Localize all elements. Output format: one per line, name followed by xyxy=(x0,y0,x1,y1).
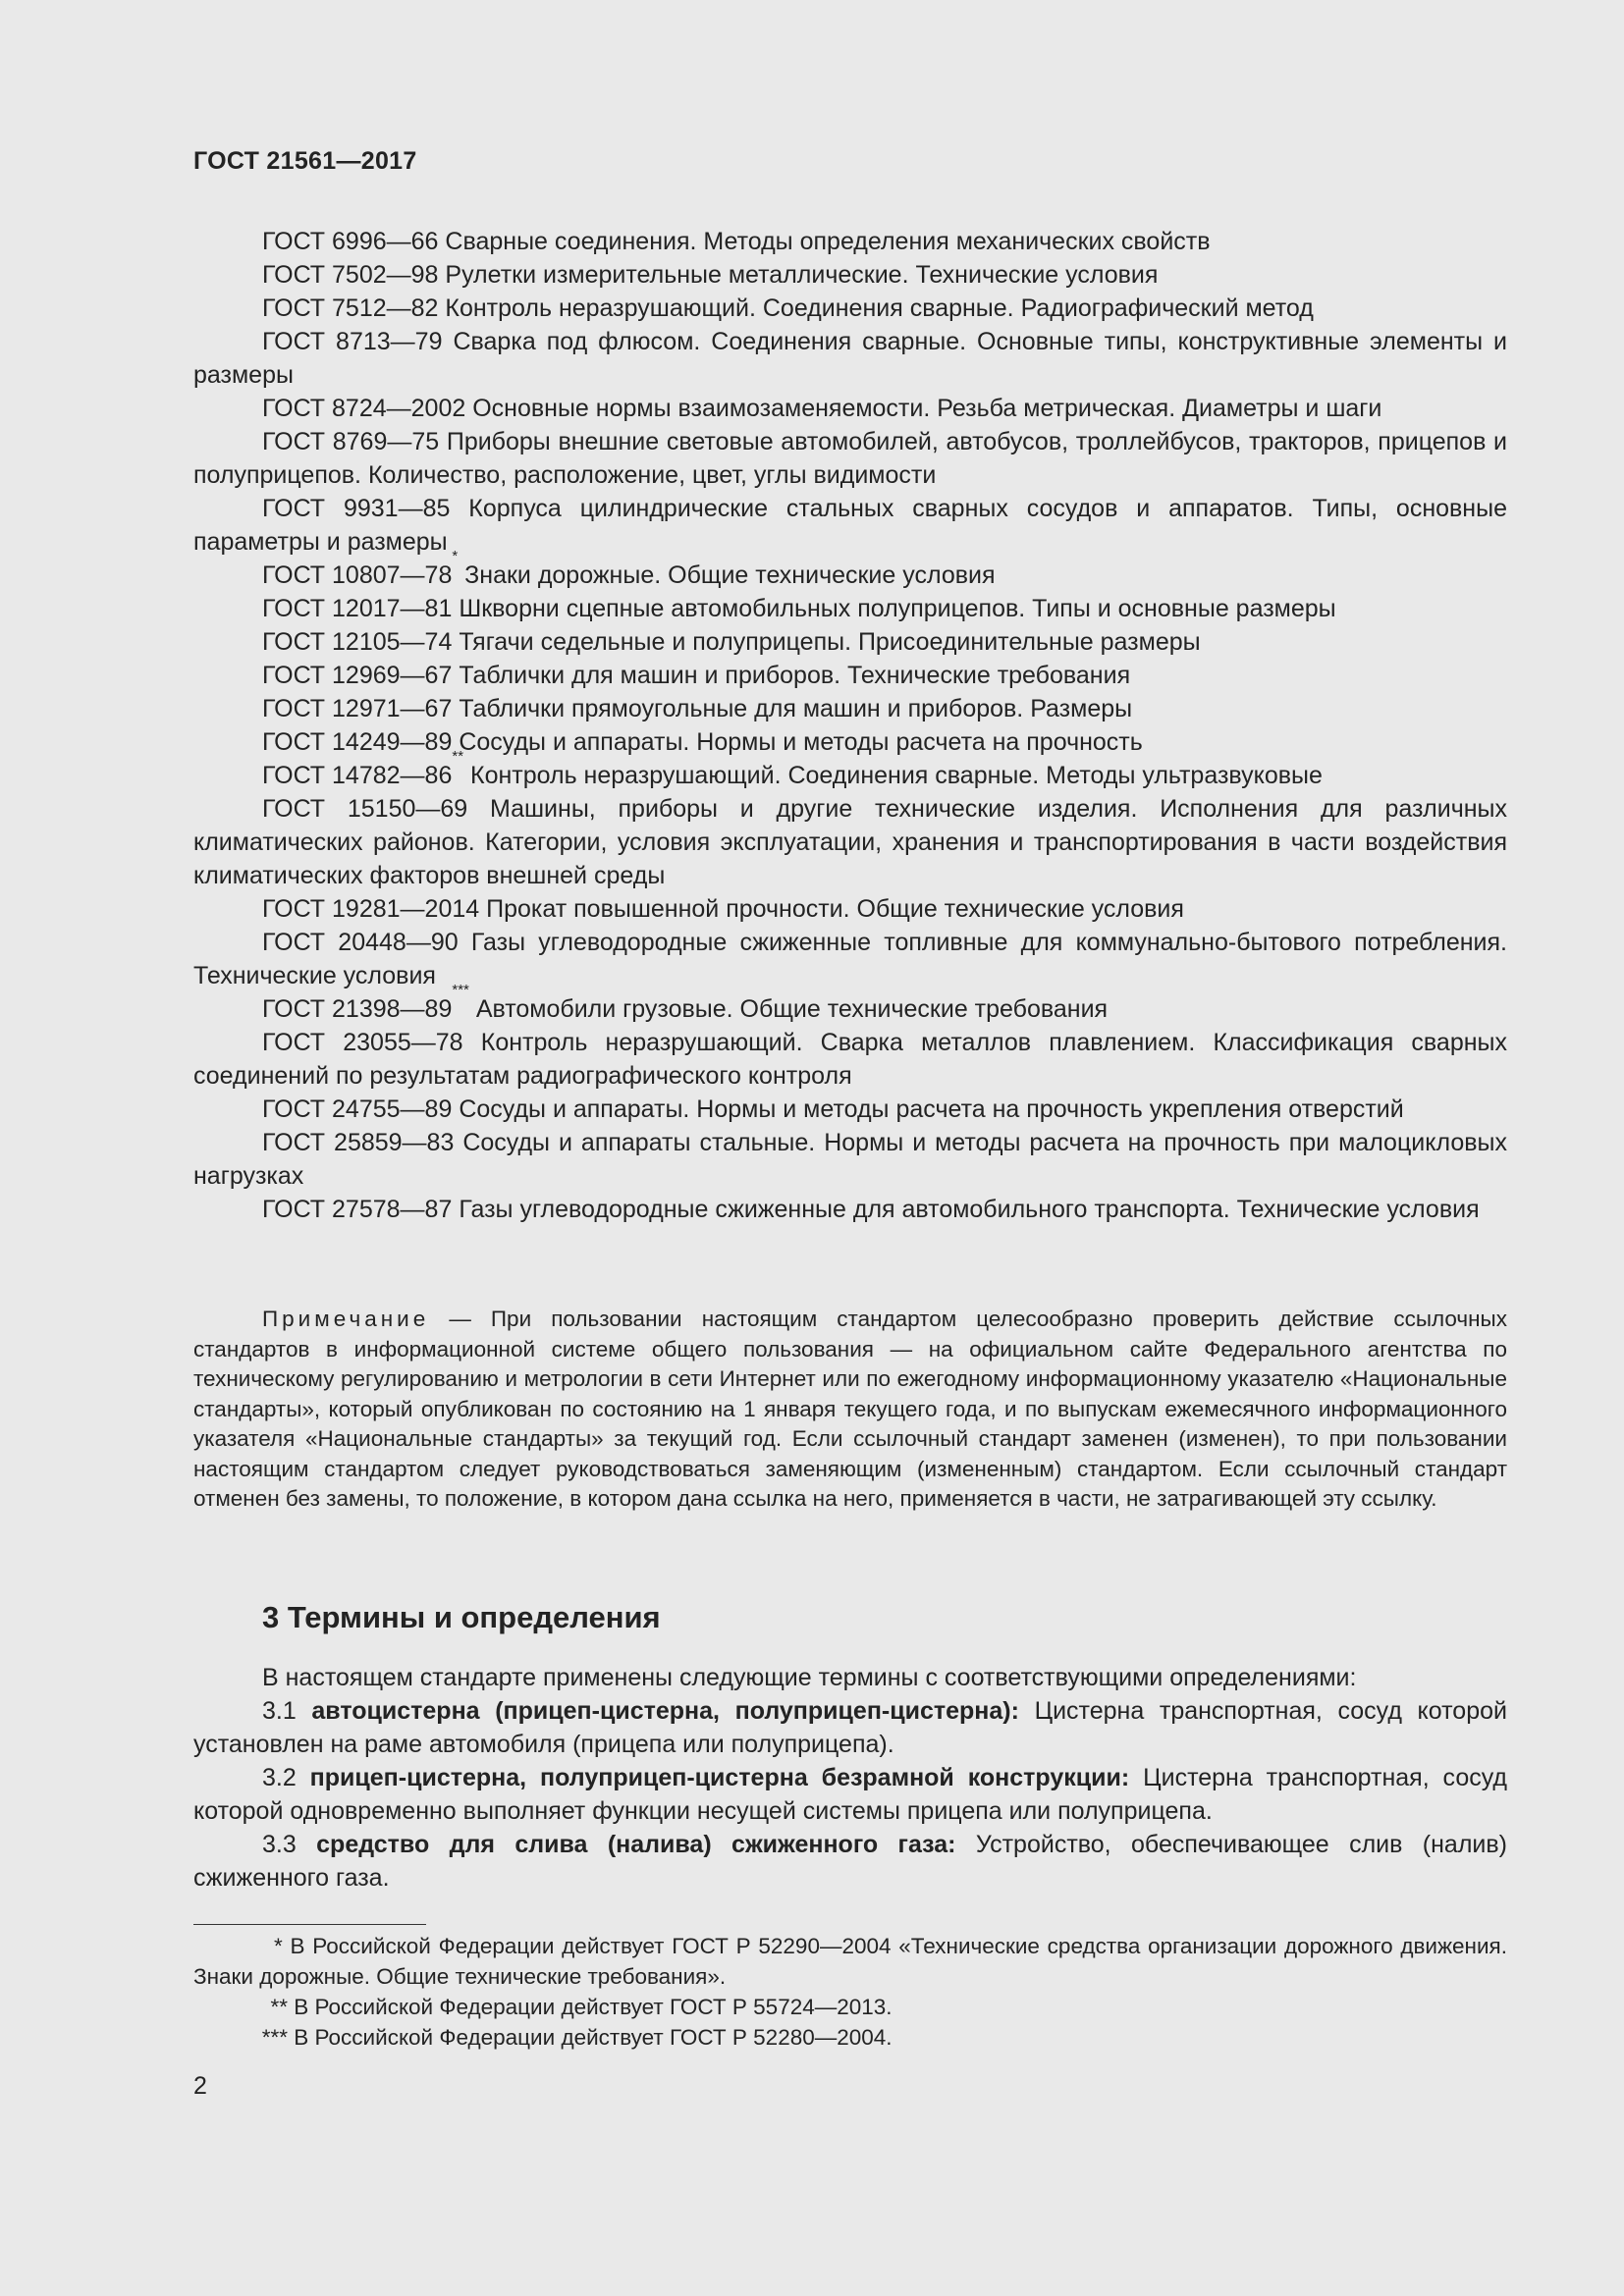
reference-code: ГОСТ 24755—89 xyxy=(262,1095,453,1123)
footnote-text: В Российской Федерации действует ГОСТ Р 52280—2004. xyxy=(294,2025,893,2050)
reference-item xyxy=(193,659,1507,692)
term-item xyxy=(193,1761,1507,1828)
reference-code: ГОСТ 21398—89 xyxy=(262,995,453,1023)
reference-item xyxy=(193,982,1507,1026)
footnote-text: В Российской Федерации действует ГОСТ Р 52290—2004 «Технические средства организации дорожного движения. Знаки дорожные. Общие технические требования». xyxy=(193,1934,1507,1989)
reference-title: Контроль неразрушающий. Соединения сварные. Методы ультразвуковые xyxy=(470,762,1323,789)
term-number: 3.1 xyxy=(262,1697,297,1725)
reference-item xyxy=(193,225,1507,258)
reference-title: Таблички прямоугольные для машин и приборов. Размеры xyxy=(459,695,1133,722)
footnote-text: В Российской Федерации действует ГОСТ Р 55724—2013. xyxy=(294,1995,893,2019)
reference-title: Автомобили грузовые. Общие технические требования xyxy=(475,995,1109,1023)
reference-code: ГОСТ 6996—66 xyxy=(262,228,439,255)
reference-title: Таблички для машин и приборов. Технические требования xyxy=(459,662,1131,689)
reference-item xyxy=(193,792,1507,892)
reference-code: ГОСТ 8769—75 xyxy=(262,428,440,455)
section-title: 3 Термины и определения xyxy=(262,1600,661,1634)
reference-code: ГОСТ 25859—83 xyxy=(262,1129,455,1156)
reference-title: Рулетки измерительные металлические. Технические условия xyxy=(445,261,1159,289)
reference-title: Приборы внешние световые автомобилей, автобусов, троллейбусов, тракторов, прицепов и полуприцепов. Количество, расположение, цвет, углы видимости xyxy=(193,428,1507,489)
reference-code: ГОСТ 7502—98 xyxy=(262,261,439,289)
reference-item xyxy=(193,392,1507,425)
reference-item xyxy=(193,548,1507,592)
term-name: прицеп-цистерна, полуприцеп-цистерна безрамной конструкции: xyxy=(309,1764,1130,1791)
reference-item xyxy=(193,926,1507,992)
reference-title: Тягачи седельные и полуприцепы. Присоединительные размеры xyxy=(459,628,1201,656)
reference-title: Контроль неразрушающий. Сварка металлов плавлением. Классификация сварных соединений по результатам радиографического контроля xyxy=(193,1029,1507,1090)
reference-code: ГОСТ 12971—67 xyxy=(262,695,453,722)
note-label: Примечание xyxy=(262,1307,430,1331)
reference-item xyxy=(193,1193,1507,1226)
reference-item xyxy=(193,748,1507,792)
normative-references xyxy=(193,225,1507,1226)
reference-code: ГОСТ 27578—87 xyxy=(262,1196,453,1223)
reference-item xyxy=(193,1093,1507,1126)
section-intro: В настоящем стандарте применены следующие термины с соответствующими определениями: xyxy=(262,1664,1357,1691)
reference-item xyxy=(193,492,1507,559)
reference-title: Знаки дорожные. Общие технические условия xyxy=(464,561,996,589)
reference-item xyxy=(193,325,1507,392)
reference-code: ГОСТ 23055—78 xyxy=(262,1029,463,1056)
term-name: средство для слива (налива) сжиженного газа: xyxy=(316,1831,956,1858)
reference-title: Корпуса цилиндрические стальных сварных сосудов и аппаратов. Типы, основные параметры и размеры xyxy=(193,495,1507,556)
footnote-item xyxy=(193,2022,1507,2053)
document-header: ГОСТ 21561—2017 xyxy=(193,147,417,175)
reference-item xyxy=(193,692,1507,725)
reference-code: ГОСТ 12105—74 xyxy=(262,628,453,656)
note-paragraph xyxy=(193,1305,1507,1515)
reference-code: ГОСТ 12969—67 xyxy=(262,662,453,689)
reference-title: Шкворни сцепные автомобильных полуприцепов. Типы и основные размеры xyxy=(459,595,1336,622)
footnotes xyxy=(193,1931,1507,2053)
footnote-mark: *** xyxy=(261,2025,288,2050)
reference-title: Сосуды и аппараты. Нормы и методы расчета на прочность укрепления отверстий xyxy=(459,1095,1404,1123)
term-number: 3.3 xyxy=(262,1831,297,1858)
footnote-mark: ** xyxy=(270,1995,288,2019)
reference-code: ГОСТ 12017—81 xyxy=(262,595,453,622)
reference-item xyxy=(193,625,1507,659)
footnote-item xyxy=(193,1931,1507,1992)
reference-code: ГОСТ 7512—82 xyxy=(262,294,439,322)
reference-title: Основные нормы взаимозаменяемости. Резьба метрическая. Диаметры и шаги xyxy=(472,395,1382,422)
reference-code: ГОСТ 10807—78 xyxy=(262,561,453,589)
reference-footnote-mark: *** xyxy=(452,982,469,998)
term-definition: Устройство, обеспечивающее слив (налив) сжиженного газа. xyxy=(193,1831,1507,1892)
footnote-mark: * xyxy=(274,1934,283,1958)
reference-title: Сосуды и аппараты стальные. Нормы и методы расчета на прочность при малоцикловых нагрузках xyxy=(193,1129,1507,1190)
reference-title: Сварка под флюсом. Соединения сварные. Основные типы, конструктивные элементы и размеры xyxy=(193,328,1508,389)
reference-code: ГОСТ 14782—86 xyxy=(262,762,453,789)
term-item xyxy=(193,1694,1507,1761)
reference-item xyxy=(193,892,1507,926)
reference-footnote-mark: * xyxy=(452,548,459,564)
term-definition: Цистерна транспортная, сосуд которой установлен на раме автомобиля (прицепа или полуприцепа). xyxy=(193,1697,1507,1758)
term-name: автоцистерна (прицеп-цистерна, полуприцеп-цистерна): xyxy=(311,1697,1019,1725)
term-number: 3.2 xyxy=(262,1764,297,1791)
reference-item xyxy=(193,1026,1507,1093)
reference-title: Сварные соединения. Методы определения механических свойств xyxy=(445,228,1211,255)
reference-code: ГОСТ 20448—90 xyxy=(262,929,459,956)
reference-item xyxy=(193,292,1507,325)
reference-title: Сосуды и аппараты. Нормы и методы расчета на прочность xyxy=(459,728,1143,756)
reference-code: ГОСТ 19281—2014 xyxy=(262,895,480,923)
term-definition: Цистерна транспортная, сосуд которой одновременно выполняет функции несущей системы прицепа или полуприцепа. xyxy=(193,1764,1507,1825)
note-text: — При пользовании настоящим стандартом целесообразно проверить действие ссылочных стандартов в информационной системе общего пользования — на официальном сайте Федерального агентства по техническому регулированию и метрологии в сети Интернет или по ежегодному информационному указателю «Национальные стандарты», который опубликован по состоянию на 1 января текущего года, и по выпускам ежемесячного информационного указателя «Национальные стандарты» за текущий год. Если ссылочный стандарт заменен (изменен), то при пользовании настоящим стандартом следует руководствоваться заменяющим (измененным) стандартом. Если ссылочный стандарт отменен без замены, то положение, в котором дана ссылка на него, применяется в части, не затрагивающей эту ссылку. xyxy=(193,1307,1507,1511)
reference-title: Газы углеводородные сжиженные для автомобильного транспорта. Технические условия xyxy=(459,1196,1480,1223)
reference-title: Контроль неразрушающий. Соединения сварные. Радиографический метод xyxy=(445,294,1314,322)
footnote-item xyxy=(193,1992,1507,2022)
term-item xyxy=(193,1828,1507,1895)
reference-item xyxy=(193,592,1507,625)
reference-code: ГОСТ 8724—2002 xyxy=(262,395,466,422)
reference-item xyxy=(193,258,1507,292)
reference-code: ГОСТ 8713—79 xyxy=(262,328,443,355)
reference-item xyxy=(193,1126,1507,1193)
reference-title: Машины, приборы и другие технические изделия. Исполнения для различных климатических районов. Категории, условия эксплуатации, хранения и транспортирования в части воздействия климатических факторов внешней среды xyxy=(193,795,1507,889)
reference-item xyxy=(193,425,1507,492)
terms-section xyxy=(193,1661,1507,1895)
reference-code: ГОСТ 15150—69 xyxy=(262,795,468,823)
reference-code: ГОСТ 14249—89 xyxy=(262,728,453,756)
reference-title: Прокат повышенной прочности. Общие технические условия xyxy=(486,895,1184,923)
page-number: 2 xyxy=(193,2072,207,2100)
reference-item xyxy=(193,725,1507,759)
reference-title: Газы углеводородные сжиженные топливные для коммунально-бытового потребления. Технические условия xyxy=(193,929,1507,989)
footnote-separator xyxy=(193,1924,426,1925)
reference-code: ГОСТ 9931—85 xyxy=(262,495,451,522)
reference-footnote-mark: ** xyxy=(452,748,464,765)
